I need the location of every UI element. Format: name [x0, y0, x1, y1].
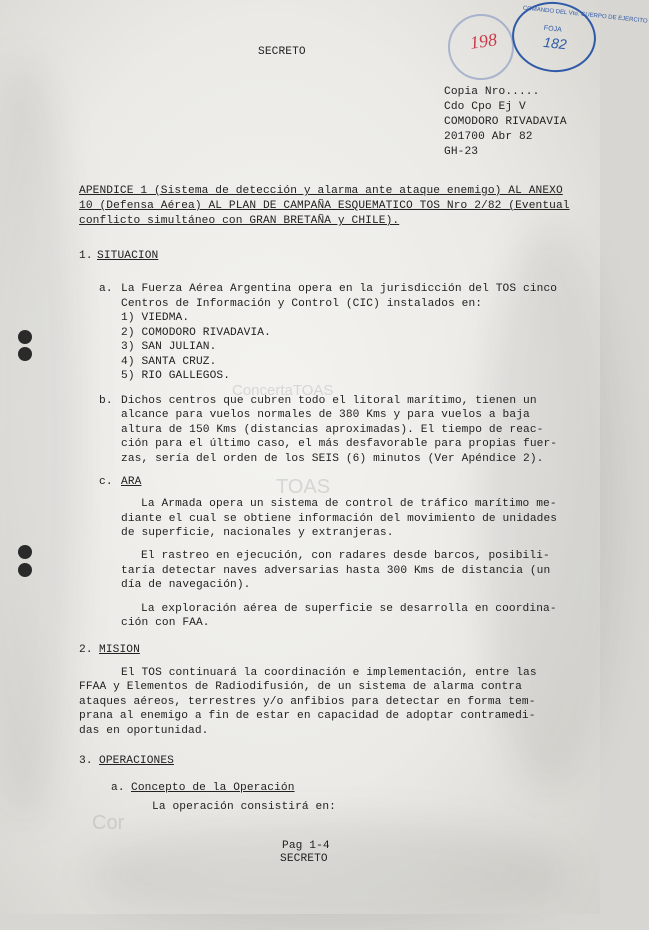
center-5: 5) RIO GALLEGOS.	[121, 370, 231, 382]
item-c-p1-line-2: diante el cual se obtiene información del movimiento de unidades	[121, 513, 558, 525]
watermark-c: Cor	[92, 812, 125, 834]
item-b-line-4: ción para el último caso, el más desfavorable para propias fuer-	[121, 438, 558, 450]
item-a-line-1: La Fuerza Aérea Argentina opera en la jurisdicción del TOS cinco	[121, 283, 558, 295]
header-classification: SECRETO	[258, 46, 306, 58]
section-3-number: 3.	[79, 755, 93, 767]
footer-classification: SECRETO	[280, 853, 328, 865]
item-b-label: b.	[99, 395, 113, 407]
watermark-a: ConcertaTOAS	[232, 382, 334, 399]
item-a-line-2: Centros de Información y Control (CIC) instalados en:	[121, 298, 483, 310]
punch-hole-2	[18, 347, 32, 361]
section-3-heading: OPERACIONES	[99, 755, 174, 767]
center-3: 3) SAN JULIAN.	[121, 341, 217, 353]
item-c-p3-line-2: ción con FAA.	[121, 617, 210, 629]
watermark-b: TOAS	[276, 476, 331, 498]
copy-number: Copia Nro.....	[444, 86, 540, 98]
item-b-line-3: altura de 150 Kms (distancias aproximadas). El tiempo de reac-	[121, 424, 544, 436]
mission-line-3: ataques aéreos, terrestres y/o anfibios para detectar en forma tem-	[79, 696, 536, 708]
punch-hole-4	[18, 563, 32, 577]
operation-a-text: La operación consistirá en:	[152, 801, 336, 813]
punch-hole-1	[18, 330, 32, 344]
punch-hole-3	[18, 545, 32, 559]
section-2-heading: MISION	[99, 644, 140, 656]
section-1-heading: SITUACION	[97, 250, 159, 262]
item-c-p2-line-2: taría detectar naves adversarias hasta 300 Kms de distancia (un	[121, 565, 551, 577]
item-c-p1-line-1: La Armada opera un sistema de control de tráfico marítimo me-	[141, 498, 557, 510]
title-line-3: conflicto simultáneo con GRAN BRETAÑA y CHILE).	[79, 215, 400, 227]
item-c-p1-line-3: de superficie, nacionales y extranjeras.	[121, 527, 394, 539]
item-c-p2-line-3: día de navegación).	[121, 579, 251, 591]
stamp-folio-label: FOJA	[543, 24, 563, 34]
item-c-label: c.	[99, 476, 113, 488]
item-c-heading: ARA	[121, 476, 142, 488]
copy-date: 201700 Abr 82	[444, 131, 533, 143]
stamp-ring-text: COMANDO DEL Vto. CUERPO DE EJERCITO	[522, 5, 648, 25]
stamp-folio-number: 182	[542, 33, 568, 53]
handwritten-number: 198	[468, 29, 499, 53]
operation-a-heading: Concepto de la Operación	[131, 782, 295, 794]
item-b-line-2: alcance para vuelos normales de 380 Kms y para vuelos a baja	[121, 409, 530, 421]
mission-line-2: FFAA y Elementos de Radiodifusión, de un sistema de alarma contra	[79, 681, 522, 693]
center-4: 4) SANTA CRUZ.	[121, 356, 217, 368]
title-line-2: 10 (Defensa Aérea) AL PLAN DE CAMPAÑA ESQUEMATICO TOS Nro 2/82 (Eventual	[79, 200, 570, 212]
shadow-bottom	[90, 820, 570, 930]
item-b-line-1: Dichos centros que cubren todo el litoral marítimo, tienen un	[121, 395, 537, 407]
section-2-number: 2.	[79, 644, 93, 656]
item-c-p2-line-1: El rastreo en ejecución, con radares desde barcos, posibili-	[141, 550, 550, 562]
footer-page: Pag 1-4	[282, 840, 330, 852]
copy-command: Cdo Cpo Ej V	[444, 101, 526, 113]
operation-a-label: a.	[111, 782, 125, 794]
mission-line-1: El TOS continuará la coordinación e implementación, entre las	[121, 667, 537, 679]
mission-line-5: das en oportunidad.	[79, 725, 209, 737]
item-b-line-5: zas, sería del orden de los SEIS (6) minutos (Ver Apéndice 2).	[121, 453, 544, 465]
mission-line-4: prana al enemigo a fin de estar en capacidad de adoptar contramedi-	[79, 710, 536, 722]
shadow-left	[0, 60, 80, 820]
center-1: 1) VIEDMA.	[121, 312, 190, 324]
title-line-1: APENDICE 1 (Sistema de detección y alarma ante ataque enemigo) AL ANEXO	[79, 185, 563, 197]
center-2: 2) COMODORO RIVADAVIA.	[121, 327, 271, 339]
folio-stamp	[509, 0, 648, 76]
copy-location: COMODORO RIVADAVIA	[444, 116, 567, 128]
copy-reference: GH-23	[444, 146, 479, 158]
item-c-p3-line-1: La exploración aérea de superficie se desarrolla en coordina-	[141, 603, 557, 615]
section-1-number: 1.	[79, 250, 93, 262]
item-a-label: a.	[99, 283, 113, 295]
